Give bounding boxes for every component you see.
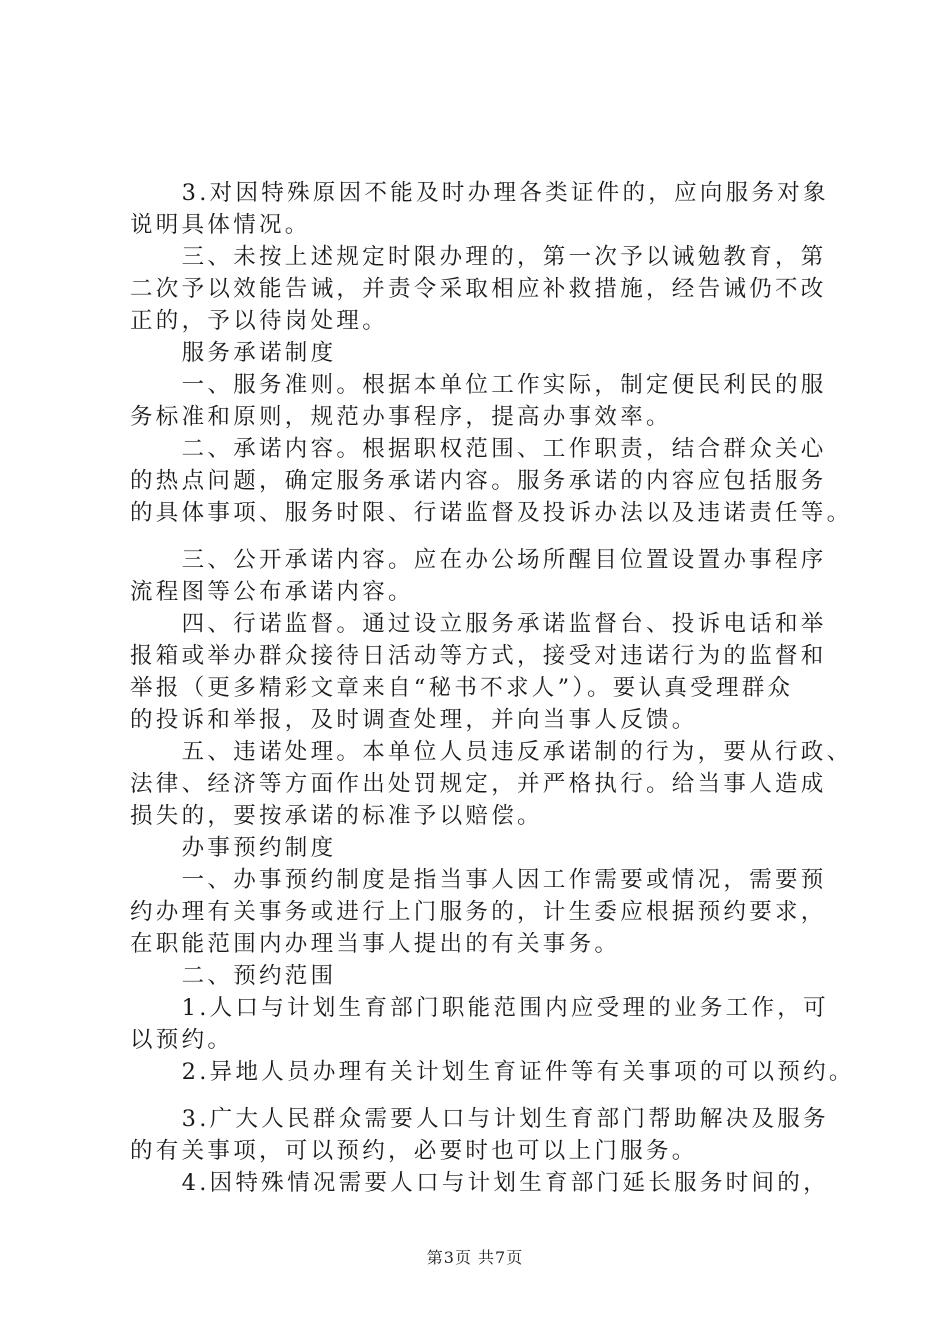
text-line: 3.对因特殊原因不能及时办理各类证件的，应向服务对象 (130, 180, 829, 206)
text-line: 三、未按上述规定时限办理的，第一次予以诫勉教育，第 (130, 244, 827, 270)
text-line: 1.人口与计划生育部门职能范围内应受理的业务工作，可 (130, 995, 829, 1021)
text-line: 五、违诺处理。本单位人员违反承诺制的行为，要从行政、 (130, 739, 853, 765)
text-line: 二次予以效能告诫，并责令采取相应补救措施，经告诫仍不改 (130, 276, 827, 302)
text-line: 说明具体情况。 (130, 212, 311, 238)
text-line: 3.广大人民群众需要人口与计划生育部门帮助解决及服务 (130, 1106, 829, 1132)
text-line: 的热点问题，确定服务承诺内容。服务承诺的内容应包括服务 (130, 468, 827, 494)
text-line: 一、办事预约制度是指当事人因工作需要或情况，需要预 (130, 867, 827, 893)
text-line: 务标准和原则，规范办事程序，提高办事效率。 (130, 404, 672, 430)
text-line: 二、承诺内容。根据职权范围、工作职责，结合群众关心 (130, 436, 827, 462)
text-line: 约办理有关事务或进行上门服务的，计生委应根据预约要求， (130, 899, 827, 925)
text-line: 举报（更多精彩文章来自“秘书不求人”）。要认真受理群众 (130, 675, 794, 701)
text-line: 法律、经济等方面作出处罚规定，并严格执行。给当事人造成 (130, 771, 827, 797)
text-line: 正的，予以待岗处理。 (130, 308, 389, 334)
section-heading: 服务承诺制度 (130, 340, 337, 366)
section-heading: 办事预约制度 (130, 835, 337, 861)
text-line: 以预约。 (130, 1027, 234, 1053)
text-line: 的具体事项、服务时限、行诺监督及投诉办法以及违诺责任等。 (130, 500, 853, 526)
text-line: 一、服务准则。根据本单位工作实际，制定便民利民的服 (130, 372, 827, 398)
text-line: 的投诉和举报，及时调查处理，并向当事人反馈。 (130, 707, 698, 733)
text-line: 四、行诺监督。通过设立服务承诺监督台、投诉电话和举 (130, 611, 827, 637)
text-line: 报箱或举办群众接待日活动等方式，接受对违诺行为的监督和 (130, 643, 827, 669)
text-line: 二、预约范围 (130, 963, 337, 989)
page-footer: 第3页 共7页 (426, 1248, 524, 1267)
text-line: 流程图等公布承诺内容。 (130, 579, 414, 605)
text-line: 在职能范围内办理当事人提出的有关事务。 (130, 931, 621, 957)
text-line: 4.因特殊情况需要人口与计划生育部门延长服务时间的， (130, 1170, 829, 1196)
text-line: 的有关事项，可以预约，必要时也可以上门服务。 (130, 1138, 698, 1164)
text-line: 损失的，要按承诺的标准予以赔偿。 (130, 803, 543, 829)
text-line: 2.异地人员办理有关计划生育证件等有关事项的可以预约。 (130, 1059, 855, 1085)
text-line: 三、公开承诺内容。应在办公场所醒目位置设置办事程序 (130, 547, 827, 573)
